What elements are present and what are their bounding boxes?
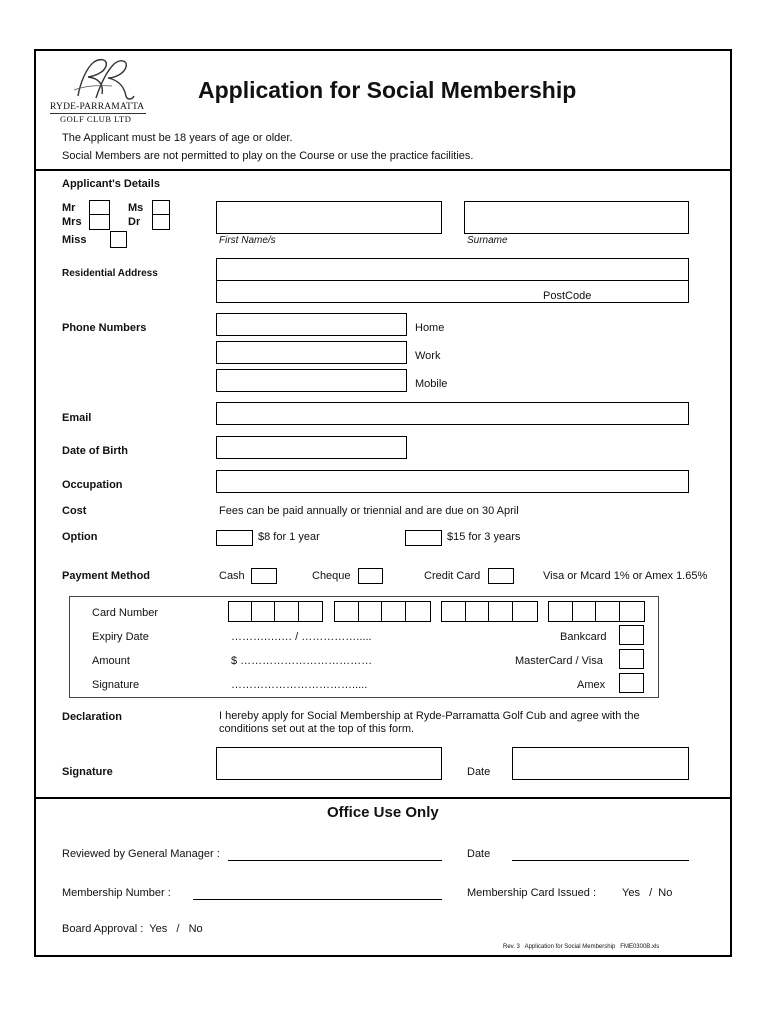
expiry-field[interactable]: ……….….… / ……………..... [231, 631, 372, 643]
title-dr-label: Dr [128, 216, 141, 228]
payment-label: Payment Method [62, 570, 151, 582]
card-issued-yes-no[interactable]: Yes / No [622, 887, 673, 899]
page-title: Application for Social Membership [198, 77, 577, 103]
option-3-years-checkbox[interactable] [405, 530, 442, 546]
card-digit-box[interactable] [405, 601, 431, 622]
logo-line2: GOLF CLUB LTD [60, 114, 132, 124]
address-line2-field[interactable] [216, 280, 689, 303]
declaration-label: Declaration [62, 711, 122, 723]
membership-number-line[interactable] [193, 899, 442, 900]
declaration-date-field[interactable] [512, 747, 689, 780]
card-digit-box[interactable] [595, 601, 620, 622]
title-miss-checkbox[interactable] [110, 231, 127, 248]
phone-mobile-label: Mobile [415, 378, 448, 390]
postcode-label: PostCode [543, 290, 592, 302]
card-digit-box[interactable] [619, 601, 645, 622]
phone-home-label: Home [415, 322, 445, 334]
header-divider [34, 169, 732, 171]
cost-label: Cost [62, 505, 87, 517]
occupation-label: Occupation [62, 479, 123, 491]
office-title: Office Use Only [327, 804, 439, 821]
phone-mobile-field[interactable] [216, 369, 407, 392]
occupation-field[interactable] [216, 470, 689, 493]
option-3-years-label: $15 for 3 years [447, 531, 521, 543]
card-digit-box[interactable] [358, 601, 382, 622]
mastercard-visa-checkbox[interactable] [619, 649, 644, 669]
footer-revision: Rev. 3 Application for Social Membership FME0300B.xls [503, 944, 660, 950]
card-issued-label: Membership Card Issued : [467, 887, 596, 899]
card-digit-box[interactable] [512, 601, 538, 622]
title-dr-checkbox[interactable] [152, 214, 170, 230]
mastercard-visa-label: MasterCard / Visa [515, 655, 603, 667]
card-digit-box[interactable] [228, 601, 252, 622]
card-number-label: Card Number [92, 607, 159, 619]
email-field[interactable] [216, 402, 689, 425]
payment-cheque-checkbox[interactable] [358, 568, 383, 584]
phone-work-field[interactable] [216, 341, 407, 364]
dob-field[interactable] [216, 436, 407, 459]
dob-label: Date of Birth [62, 445, 128, 457]
option-1-year-label: $8 for 1 year [258, 531, 320, 543]
bankcard-label: Bankcard [560, 631, 607, 643]
card-digit-box[interactable] [251, 601, 275, 622]
surname-field[interactable] [464, 201, 689, 234]
declaration-line2: conditions set out at the top of this form. [219, 723, 415, 735]
logo-line1: RYDE-PARRAMATTA [50, 102, 145, 112]
title-mrs-checkbox[interactable] [89, 214, 110, 230]
intro-age: The Applicant must be 18 years of age or older. [62, 132, 293, 144]
expiry-label: Expiry Date [92, 631, 149, 643]
membership-number-label: Membership Number : [62, 887, 171, 899]
card-digit-box[interactable] [298, 601, 323, 622]
title-mrs-label: Mrs [62, 216, 82, 228]
surcharge-text: Visa or Mcard 1% or Amex 1.65% [543, 570, 708, 582]
amount-field[interactable]: $ ……………………………… [231, 655, 373, 667]
phone-home-field[interactable] [216, 313, 407, 336]
first-name-field[interactable] [216, 201, 442, 234]
card-digit-box[interactable] [548, 601, 573, 622]
address-line1-field[interactable] [216, 258, 689, 281]
logo-monogram-icon [48, 56, 158, 102]
address-label: Residential Address [62, 268, 158, 279]
surname-label: Surname [467, 235, 508, 246]
payment-credit-card-checkbox[interactable] [488, 568, 514, 584]
card-digit-box[interactable] [381, 601, 406, 622]
cost-text: Fees can be paid annually or triennial and are due on 30 April [219, 505, 519, 517]
phone-work-label: Work [415, 350, 441, 362]
email-label: Email [62, 412, 92, 424]
payment-cash-label: Cash [219, 570, 245, 582]
intro-restriction: Social Members are not permitted to play on the Course or use the practice facilities. [62, 150, 474, 162]
office-divider [34, 797, 732, 799]
bankcard-checkbox[interactable] [619, 625, 644, 645]
card-digit-box[interactable] [572, 601, 596, 622]
board-approval-label: Board Approval : Yes / No [62, 923, 203, 935]
phone-label: Phone Numbers [62, 322, 147, 334]
reviewed-label: Reviewed by General Manager : [62, 848, 220, 860]
payment-cheque-label: Cheque [312, 570, 351, 582]
card-number-boxes [228, 601, 646, 623]
signature-label: Signature [62, 766, 113, 778]
card-digit-box[interactable] [488, 601, 513, 622]
card-signature-label: Signature [92, 679, 140, 691]
title-ms-label: Ms [128, 202, 144, 214]
office-date-line[interactable] [512, 860, 689, 861]
club-logo [48, 56, 158, 122]
payment-credit-card-label: Credit Card [424, 570, 481, 582]
signature-field[interactable] [216, 747, 442, 780]
card-digit-box[interactable] [274, 601, 299, 622]
title-mr-label: Mr [62, 202, 76, 214]
option-1-year-checkbox[interactable] [216, 530, 253, 546]
option-label: Option [62, 531, 98, 543]
reviewed-line[interactable] [228, 860, 442, 861]
card-signature-field[interactable]: ……………………………..... [231, 679, 368, 691]
amount-label: Amount [92, 655, 130, 667]
first-name-label: First Name/s [219, 235, 276, 246]
payment-cash-checkbox[interactable] [251, 568, 277, 584]
card-digit-box[interactable] [441, 601, 466, 622]
declaration-line1: I hereby apply for Social Membership at Ryde-Parramatta Golf Cub and agree with the [219, 710, 640, 722]
declaration-date-label: Date [467, 766, 491, 778]
card-digit-box[interactable] [334, 601, 359, 622]
card-digit-box[interactable] [465, 601, 489, 622]
applicant-heading: Applicant's Details [62, 178, 160, 190]
title-miss-label: Miss [62, 234, 87, 246]
amex-checkbox[interactable] [619, 673, 644, 693]
amex-label: Amex [577, 679, 606, 691]
office-date-label: Date [467, 848, 491, 860]
